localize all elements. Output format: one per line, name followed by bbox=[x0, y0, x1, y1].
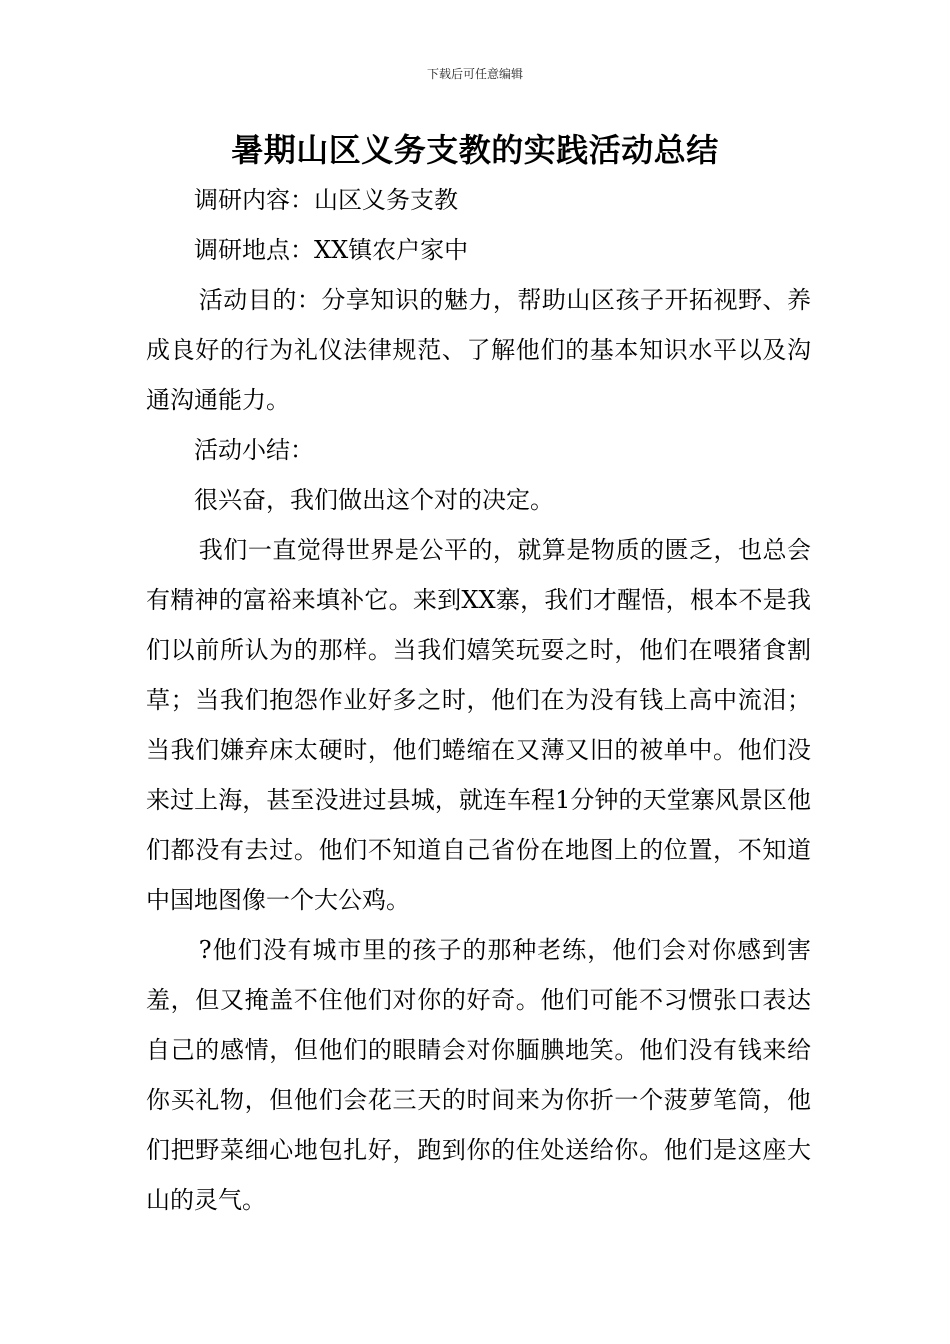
paragraph-activity-purpose: 活动目的：分享知识的魅力，帮助山区孩子开拓视野、养成良好的行为礼仪法律规范、了解他们的基本知识水平以及沟通沟通能力。 bbox=[146, 286, 811, 414]
paragraph-excited: 很兴奋，我们做出这个对的决定。 bbox=[194, 486, 554, 514]
document-title: 暑期山区义务支教的实践活动总结 bbox=[231, 131, 719, 169]
paragraph-research-location: 调研地点：XX镇农户家中 bbox=[194, 236, 469, 264]
paragraph-world-fairness: 我们一直觉得世界是公平的，就算是物质的匮乏，也总会有精神的富裕来填补它。来到XX寨，我们才醒悟，根本不是我们以前所认为的那样。当我们嬉笑玩耍之时，他们在喂猪食割草；当我们抱怨作业好多之时，他们在为没有钱上高中流泪；当我们嫌弃床太硬时，他们蜷缩在又薄又旧的被单中。他们没来过上海，甚至没进过县城，就连车程1分钟的天堂寨风景区他们都没有去过。他们不知道自己省份在地图上的位置，不知道中国地图像一个大公鸡。 bbox=[146, 536, 811, 914]
header-note: 下载后可任意编辑 bbox=[426, 67, 523, 81]
document-body bbox=[146, 175, 811, 1225]
paragraph-summary-heading: 活动小结： bbox=[194, 436, 314, 464]
paragraph-research-content: 调研内容：山区义务支教 bbox=[194, 186, 458, 214]
paragraph-children-character: ?他们没有城市里的孩子的那种老练，他们会对你感到害羞，但又掩盖不住他们对你的好奇。他们可能不习惯张口表达自己的感情，但他们的眼睛会对你腼腆地笑。他们没有钱来给你买礼物，但他们会花三天的时间来为你折一个菠萝笔筒，他们把野菜细心地包扎好，跑到你的住处送给你。他们是这座大山的灵气。 bbox=[146, 936, 811, 1214]
